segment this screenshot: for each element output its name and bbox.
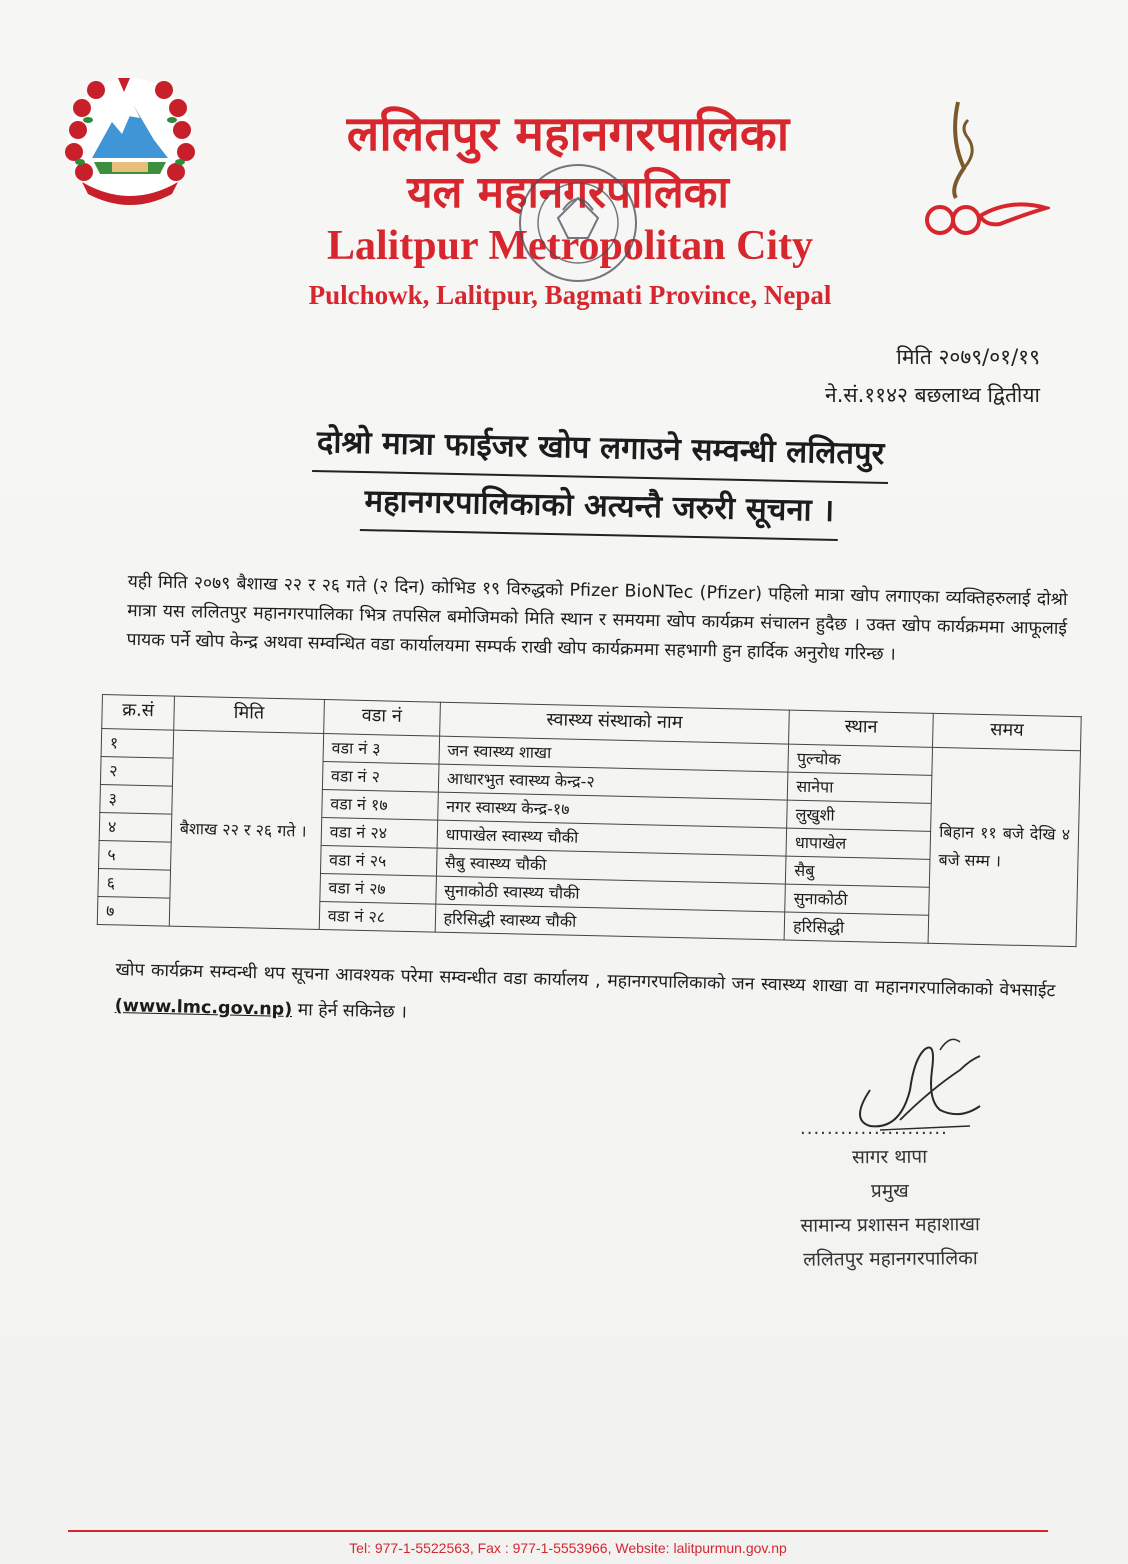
cell-facility: हरिसिद्धी स्वास्थ्य चौकी xyxy=(435,904,785,940)
lmc-mascot-icon xyxy=(920,98,1050,238)
cell-facility: सैबु स्वास्थ्य चौकी xyxy=(436,848,786,884)
cell-place: हरिसिद्धी xyxy=(784,912,928,943)
column-header-facility: स्वास्थ्य संस्थाको नाम xyxy=(439,702,789,744)
date-line-2: ने.सं.११४२ बछलाथ्व द्वितीया xyxy=(825,383,1040,407)
cell-place: पुल्चोक xyxy=(788,744,932,775)
notice-paragraph: यही मिति २०७९ बैशाख २२ र २६ गते (२ दिन) कोभिड १९ विरुद्धको Pfizer BioNTec (Pfizer) पहिलो मात्रा खोप लगाएका व्यक्तिहरुलाई दोश्रो मात्रा यस ललितपुर महानगरपालिका भित्र तपसिल बमोजिमको मिति स्थान र समयमा खोप कार्यक्रम संचालन हुदैछ । उक्त खोप कार्यक्रममा आफूलाई पायक पर्ने खोप केन्द्र अथवा सम्वन्धित वडा कार्यालयमा सम्पर्क राखी खोप कार्यक्रममा सहभागी हुन हार्दिक अनुरोध गरिन्छ । xyxy=(126,571,1068,665)
cell-place: धापाखेल xyxy=(786,828,930,859)
cell-sn: २ xyxy=(100,756,173,786)
signatory-office: ललितपुर महानगरपालिका xyxy=(803,1247,978,1271)
vaccination-schedule-table xyxy=(97,694,1082,947)
heading-line-1: दोश्रो मात्रा फाईजर खोप लगाउने सम्वन्धी ललितपुर xyxy=(312,414,889,484)
signature-line: ...................... xyxy=(800,1118,948,1139)
cell-facility: जन स्वास्थ्य शाखा xyxy=(439,736,789,772)
signatory-name: सागर थापा xyxy=(851,1145,928,1169)
header-address: Pulchowk, Lalitpur, Bagmati Province, Nepal xyxy=(308,280,832,310)
column-header-date: मिति xyxy=(174,696,325,733)
signatory-title: प्रमुख xyxy=(870,1179,909,1203)
cell-sn: ३ xyxy=(100,784,173,814)
cell-ward: वडा नं २ xyxy=(322,762,438,793)
closing-text-before: खोप कार्यक्रम सम्वन्धी थप सूचना आवश्यक परेमा सम्वन्धीत वडा कार्यालय , महानगरपालिकाको जन स्वास्थ्य शाखा वा महानगरपालिकाको वेभसाईट xyxy=(115,959,1056,1002)
cell-place: लुखुशी xyxy=(787,800,931,831)
notice-date xyxy=(825,338,1040,414)
footer-contact: Tel: 977-1-5522563, Fax : 977-1-5553966, Website: lalitpurmun.gov.np xyxy=(349,1540,787,1556)
cell-sn: ५ xyxy=(99,840,172,870)
notice-heading xyxy=(199,412,1001,545)
column-header-place: स्थान xyxy=(789,710,934,747)
cell-ward: वडा नं ३ xyxy=(323,734,439,765)
cell-facility: नगर स्वास्थ्य केन्द्र-१७ xyxy=(437,792,787,828)
cell-time: बिहान ११ बजे देखि ४ बजे सम्म । xyxy=(928,747,1080,946)
cell-ward: वडा नं २५ xyxy=(320,846,436,877)
cell-date: बैशाख २२ र २६ गते । xyxy=(169,730,323,929)
signatory-block xyxy=(739,1139,1040,1278)
cell-place: सानेपा xyxy=(788,772,932,803)
signatory-department: सामान्य प्रशासन महाशाखा xyxy=(800,1213,980,1237)
cell-ward: वडा नं १७ xyxy=(322,790,438,821)
date-line-1: मिति २०७९/०१/१९ xyxy=(896,345,1040,369)
header-name-nepali: ललितपुर महानगरपालिका xyxy=(346,106,790,162)
nepal-emblem-icon xyxy=(60,70,200,210)
header-name-newari: यल महानगरपालिका xyxy=(407,167,729,218)
cell-place: सुनाकोठी xyxy=(785,884,929,915)
website-link[interactable]: (www.lmc.gov.np) xyxy=(114,995,293,1021)
column-header-time: समय xyxy=(933,713,1082,750)
column-header-sn: क्र.सं xyxy=(102,695,175,731)
cell-place: सैबु xyxy=(786,856,930,887)
cell-ward: वडा नं २७ xyxy=(320,873,436,904)
cell-sn: ४ xyxy=(99,812,172,842)
cell-ward: वडा नं २४ xyxy=(321,818,437,849)
cell-facility: धापाखेल स्वास्थ्य चौकी xyxy=(437,820,787,856)
office-stamp-icon xyxy=(508,148,648,298)
footer-divider xyxy=(68,1530,1048,1532)
column-header-ward: वडा नं xyxy=(323,700,440,737)
heading-line-2: महानगरपालिकाको अत्यन्तै जरुरी सूचना । xyxy=(360,473,839,541)
header-name-english: Lalitpur Metropolitan City xyxy=(326,223,814,269)
cell-ward: वडा नं २८ xyxy=(319,901,435,932)
cell-facility: सुनाकोठी स्वास्थ्य चौकी xyxy=(435,876,785,912)
closing-text-after: मा हेर्न सकिनेछ । xyxy=(297,1000,408,1023)
cell-sn: ७ xyxy=(97,896,170,926)
cell-sn: १ xyxy=(101,729,174,759)
cell-facility: आधारभुत स्वास्थ्य केन्द्र-२ xyxy=(438,764,788,800)
cell-sn: ६ xyxy=(98,868,171,898)
